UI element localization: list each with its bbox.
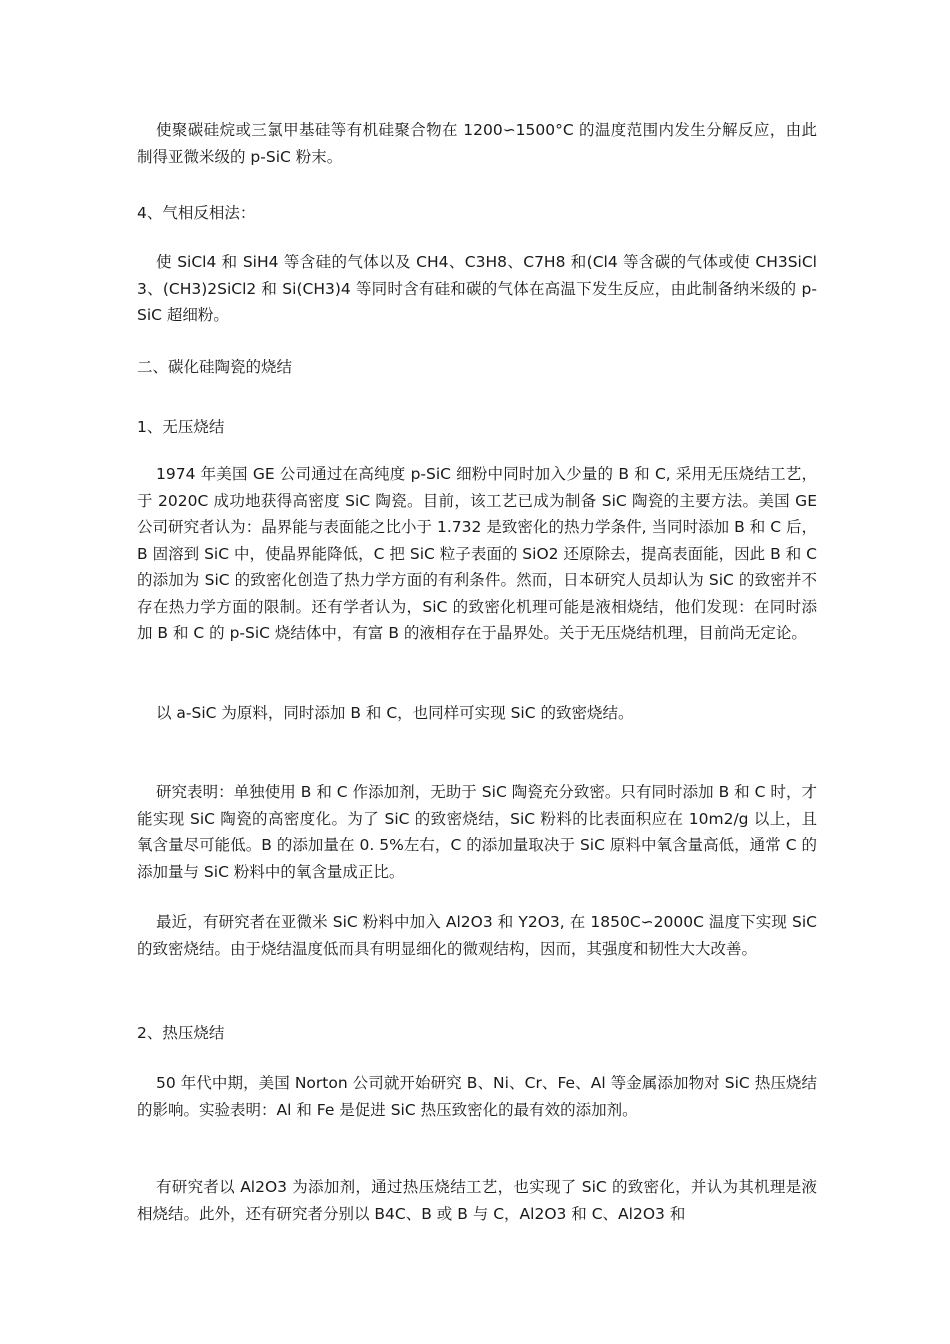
paragraph-pyrolysis-method: 使聚碳硅烷或三氯甲基硅等有机硅聚合物在 1200∽1500°C 的温度范围内发生分解反应，由此制得亚微米级的 p-SiC 粉末。 bbox=[137, 121, 817, 166]
heading-pressureless-sintering: 1、无压烧结 bbox=[137, 418, 225, 436]
paragraph-gas-phase-method: 使 SiCl4 和 SiH4 等含硅的气体以及 CH4、C3H8、C7H8 和(Cl4 等含碳的气体或使 CH3SiCl3、(CH3)2SiCl2 和 Si(CH3)4 等同时含有硅和碳的气体在高温下发生反应，由此制备纳米级的 p-SiC 超细粉。 bbox=[137, 253, 817, 324]
paragraph-research-results: 研究表明：单独使用 B 和 C 作添加剂，无助于 SiC 陶瓷充分致密。只有同时添加 B 和 C 时，才能实现 SiC 陶瓷的高密度化。为了 SiC 的致密烧结，SiC 粉料的比表面积应在 10m2/g 以上，且氧含量尽可能低。B 的添加量在 0. 5%左右，C 的添加量取决于 SiC 原料中氧含量高低，通常 C 的添加量与 SiC 粉料中的氧含量成正比。 bbox=[137, 783, 817, 881]
paragraph-al2o3-additive: 有研究者以 Al2O3 为添加剂，通过热压烧结工艺，也实现了 SiC 的致密化，并认为其机理是液相烧结。此外，还有研究者分别以 B4C、B 或 B 与 C，Al2O3 和 C、Al2O3 和 bbox=[137, 1178, 817, 1223]
heading-gas-phase-method: 4、气相反相法： bbox=[137, 204, 256, 222]
heading-sic-ceramic-sintering: 二、碳化硅陶瓷的烧结 bbox=[137, 358, 293, 376]
paragraph-recent-research: 最近，有研究者在亚微米 SiC 粉料中加入 Al2O3 和 Y2O3, 在 1850C∽2000C 温度下实现 SiC 的致密烧结。由于烧结温度低而具有明显细化的微观结构，因而，其强度和韧性大大改善。 bbox=[137, 913, 817, 958]
heading-hot-press-sintering: 2、热压烧结 bbox=[137, 1024, 225, 1042]
paragraph-alpha-sic: 以 a-SiC 为原料，同时添加 B 和 C，也同样可实现 SiC 的致密烧结。 bbox=[156, 704, 634, 722]
paragraph-norton-research: 50 年代中期，美国 Norton 公司就开始研究 B、Ni、Cr、Fe、Al 等金属添加物对 SiC 热压烧结的影响。实验表明：Al 和 Fe 是促进 SiC 热压致密化的最有效的添加剂。 bbox=[137, 1074, 817, 1119]
paragraph-ge-pressureless-sintering: 1974 年美国 GE 公司通过在高纯度 p-SiC 细粉中同时加入少量的 B 和 C, 采用无压烧结工艺，于 2020C 成功地获得高密度 SiC 陶瓷。目前，该工艺已成为制备 SiC 陶瓷的主要方法。美国 GE 公司研究者认为：晶界能与表面能之比小于 1.732 是致密化的热力学条件, 当同时添加 B 和 C 后，B 固溶到 SiC 中，使晶界能降低，C 把 SiC 粒子表面的 SiO2 还原除去，提高表面能，因此 B 和 C 的添加为 SiC 的致密化创造了热力学方面的有利条件。然而，日本研究人员却认为 SiC 的致密并不存在热力学方面的限制。还有学者认为，SiC 的致密化机理可能是液相烧结，他们发现：在同时添加 B 和 C 的 p-SiC 烧结体中，有富 B 的液相存在于晶界处。关于无压烧结机理，目前尚无定论。 bbox=[137, 465, 817, 642]
